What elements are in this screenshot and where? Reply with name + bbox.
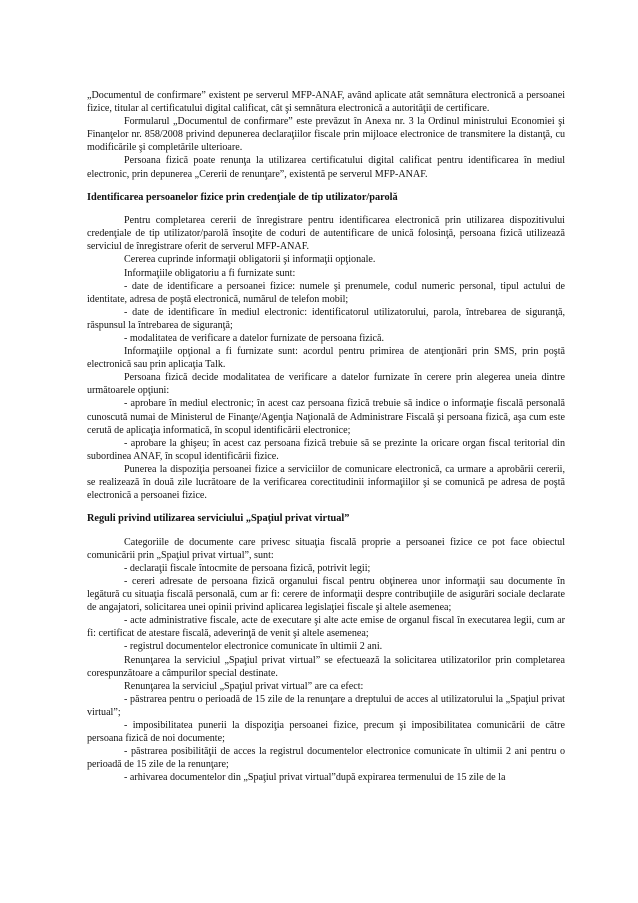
paragraph: Persoana fizică decide modalitatea de verificare a datelor furnizate în cerere prin alegerea uneia dintre următoarele opţiuni: bbox=[87, 372, 565, 397]
list-item: - păstrarea pentru o perioadă de 15 zile de la renunţare a dreptului de acces al utilizatorului la „Spaţiul privat virtual”; bbox=[87, 693, 565, 718]
list-item: - păstrarea posibilităţii de acces la registrul documentelor electronice comunicate în ultimii 2 ani pentru o perioadă de 15 zile de la renunţare; bbox=[87, 746, 565, 771]
paragraph: Renunţarea la serviciul „Spaţiul privat virtual” are ca efect: bbox=[124, 680, 364, 692]
paragraph: Cererea cuprinde informaţii obligatorii şi informaţii opţionale. bbox=[124, 254, 376, 266]
list-item: - aprobare la ghişeu; în acest caz persoana fizică trebuie să se prezinte la oricare organ fiscal teritorial din subordinea ANAF, în scopul identificării fizice. bbox=[87, 437, 565, 462]
list-item: - declaraţii fiscale întocmite de persoana fizică, potrivit legii; bbox=[124, 562, 371, 574]
paragraph: Formularul „Documentul de confirmare” este prevăzut în Anexa nr. 3 la Ordinul ministrului Economiei şi Finanţelor nr. 858/2008 privind depunerea declaraţiilor fiscale prin mijloace electronice de transmitere la distanţă, cu modificările şi completările ulterioare. bbox=[87, 116, 565, 154]
list-item: - arhivarea documentelor din „Spaţiul privat virtual”după expirarea termenului de 15 zile de la bbox=[124, 772, 506, 784]
paragraph: „Documentul de confirmare” existent pe serverul MFP-ANAF, având aplicate atât semnătura electronică a persoanei fizice, titular al certificatului digital calificat, cât şi semnătura electronică a autorităţii de certificare. bbox=[87, 90, 565, 115]
section-heading: Reguli privind utilizarea serviciului „Spaţiul privat virtual” bbox=[87, 513, 350, 525]
list-item: - date de identificare în mediul electronic: identificatorul utilizatorului, parola, întrebarea de siguranţă, răspunsul la întrebarea de siguranţă; bbox=[87, 306, 565, 331]
document-page bbox=[87, 89, 565, 785]
section-heading: Identificarea persoanelor fizice prin credenţiale de tip utilizator/parolă bbox=[87, 191, 398, 203]
list-item: - modalitatea de verificare a datelor furnizate de persoana fizică. bbox=[124, 333, 385, 344]
list-item: - cereri adresate de persoana fizică organului fiscal pentru obţinerea unor informaţii sau documente în legătură cu situaţia fiscală personală, cum ar fi: cerere de informaţii despre contribuţiile de asigurări sociale declarate de angajatori, solicitarea unei opinii privind aplicarea legislaţiei fiscale şi altele asemenea; bbox=[87, 576, 565, 614]
list-item: - date de identificare a persoanei fizice: numele şi prenumele, codul numeric personal, tipul actului de identitate, adresa de poştă electronică, numărul de telefon mobil; bbox=[87, 280, 565, 305]
paragraph: Persoana fizică poate renunţa la utilizarea certificatului digital calificat pentru identificarea în mediul electronic, prin depunerea „Cererii de renunţare”, existentă pe serverul MFP-ANAF. bbox=[87, 155, 565, 180]
paragraph: Categoriile de documente care privesc situaţia fiscală proprie a persoanei fizice ce pot face obiectul comunicării prin „Spaţiul privat virtual”, sunt: bbox=[87, 536, 565, 561]
paragraph: Informaţiile obligatoriu a fi furnizate sunt: bbox=[124, 267, 296, 279]
list-item: - aprobare în mediul electronic; în acest caz persoana fizică trebuie să indice o informaţie fiscală personală cunoscută numai de Ministerul de Finanţe/Agenţia Naţională de Administrare Fiscală şi persoana fizică, aşa cum este cerută de aplicaţia informatică, în scopul identificării electronice; bbox=[87, 398, 565, 436]
paragraph: Informaţiile opţional a fi furnizate sunt: acordul pentru primirea de atenţionări prin SMS, prin poştă electronică sau prin aplicaţia Talk. bbox=[87, 346, 565, 371]
paragraph: Pentru completarea cererii de înregistrare pentru identificarea electronică prin utilizarea dispozitivului credenţiale de tip utilizator/parolă însoţite de coduri de autentificare de unică folosinţă, persoana fizică utilizează serviciul de înregistrare oferit de serverul MFP-ANAF. bbox=[87, 215, 565, 253]
list-item: - acte administrative fiscale, acte de executare şi alte acte emise de organul fiscal în executarea legii, cum ar fi: certificat de atestare fiscală, adeverinţă de venit şi altele asemenea; bbox=[87, 615, 565, 640]
paragraph: Punerea la dispoziţia persoanei fizice a serviciilor de comunicare electronică, ca urmare a aprobării cererii, se realizează în două zile lucrătoare de la verificarea corectitudinii informaţiilor şi se comunică pe adresa de poştă electronică a persoanei fizice. bbox=[87, 463, 565, 502]
list-item: - imposibilitatea punerii la dispoziţia persoanei fizice, precum şi imposibilitatea comunicării de către persoana fizică de noi documente; bbox=[87, 720, 565, 745]
list-item: - registrul documentelor electronice comunicate în ultimii 2 ani. bbox=[124, 641, 383, 653]
paragraph: Renunţarea la serviciul „Spaţiul privat virtual” se efectuează la solicitarea utilizatorilor prin completarea corespunzătoare a câmpurilor special destinate. bbox=[87, 654, 565, 679]
